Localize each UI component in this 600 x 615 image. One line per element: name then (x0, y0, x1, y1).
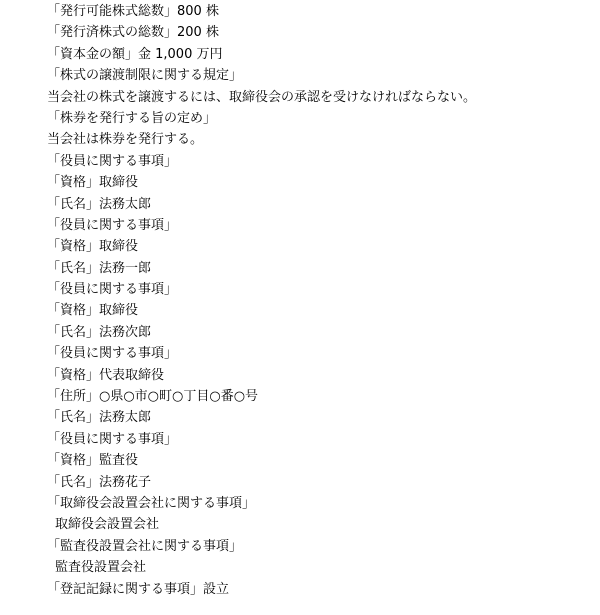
doc-line-transfer-restriction-text: 当会社の株式を譲渡するには、取締役会の承認を受けなければならない。 (47, 89, 477, 105)
doc-line-board-heading: 「取締役会設置会社に関する事項」 (47, 495, 256, 511)
doc-line-officer-title: 「資格」取締役 (47, 303, 139, 319)
doc-line-officer-heading: 「役員に関する事項」 (47, 282, 178, 298)
doc-line-officer-title: 「資格」監査役 (47, 453, 139, 469)
doc-line-officer-title: 「資格」取締役 (47, 175, 139, 191)
doc-line-authorized-shares: 「発行可能株式総数」800 株 (47, 4, 219, 19)
doc-line-officer-name: 「氏名」法務次郎 (47, 324, 152, 340)
doc-line-auditor-heading: 「監査役設置会社に関する事項」 (47, 538, 243, 554)
doc-line-board-text: 取締役会設置会社 (55, 517, 160, 533)
doc-line-officer-address: 「住所」○県○市○町○丁目○番○号 (47, 389, 259, 405)
doc-line-officer-heading: 「役員に関する事項」 (47, 431, 178, 447)
doc-line-officer-name: 「氏名」法務太郎 (47, 410, 152, 426)
doc-line-officer-title: 「資格」代表取締役 (47, 367, 165, 383)
doc-line-officer-heading: 「役員に関する事項」 (47, 153, 178, 169)
doc-line-officer-title: 「資格」取締役 (47, 239, 139, 255)
doc-line-transfer-restriction-heading: 「株式の譲渡制限に関する規定」 (47, 68, 243, 84)
registry-document (47, 0, 592, 600)
doc-line-registration-record: 「登記記録に関する事項」設立 (47, 581, 230, 597)
doc-line-issued-shares: 「発行済株式の総数」200 株 (47, 25, 219, 41)
doc-line-certificate-heading: 「株券を発行する旨の定め」 (47, 110, 217, 126)
doc-line-officer-heading: 「役員に関する事項」 (47, 346, 178, 362)
doc-line-auditor-text: 監査役設置会社 (55, 560, 147, 576)
doc-line-officer-heading: 「役員に関する事項」 (47, 217, 178, 233)
doc-line-capital: 「資本金の額」金 1,000 万円 (47, 46, 223, 62)
doc-line-officer-name: 「氏名」法務太郎 (47, 196, 152, 212)
doc-line-certificate-text: 当会社は株券を発行する。 (47, 132, 204, 148)
doc-line-officer-name: 「氏名」法務一郎 (47, 260, 152, 276)
doc-line-officer-name: 「氏名」法務花子 (47, 474, 152, 490)
